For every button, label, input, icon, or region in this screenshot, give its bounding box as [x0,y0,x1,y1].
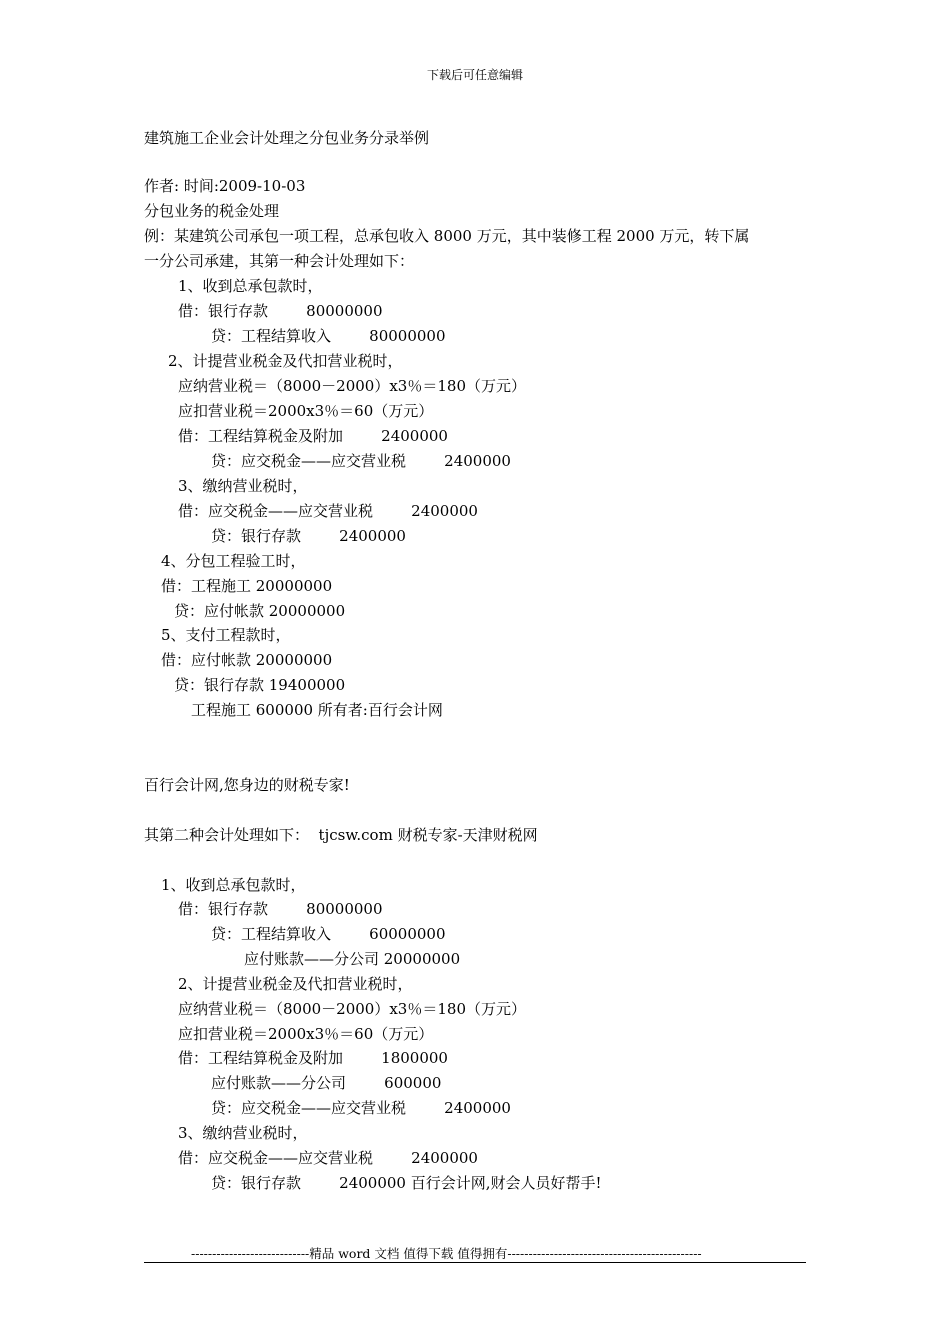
text-line: 1、收到总承包款时， [161,876,306,894]
text-line: 应纳营业税＝（8000－2000）x3％＝180（万元） [178,1000,526,1018]
text-line: 一分公司承建，其第一种会计处理如下： [144,252,415,270]
text-line: 4、分包工程验工时， [161,552,306,570]
text-line: 借：应交税金——应交营业税 2400000 [178,1149,478,1167]
text-line: 1、收到总承包款时， [178,277,323,295]
text-line: 借：工程施工 20000000 [161,577,333,595]
text-line: 贷：工程结算收入 80000000 [211,327,446,345]
text-line: 3、缴纳营业税时， [178,1124,308,1142]
text-line: 分包业务的税金处理 [144,202,280,220]
text-line: 贷：银行存款 2400000 百行会计网,财会人员好帮手! [211,1174,602,1192]
text-line: 贷：应交税金——应交营业税 2400000 [211,1099,511,1117]
text-line: 借：工程结算税金及附加 1800000 [178,1049,448,1067]
page-footer-text: ----------------------------精品 word 文档 值得下载 值得拥有---------------------------------------------- [191,1246,702,1261]
text-line: 工程施工 600000 所有者:百行会计网 [191,701,443,719]
page-header-note: 下载后可任意编辑 [426,68,523,82]
text-line: 应付账款——分公司 600000 [211,1074,442,1092]
text-line: 应扣营业税＝2000x3％＝60（万元） [178,402,434,420]
text-line: 贷：银行存款 19400000 [174,676,346,694]
text-line: 贷：银行存款 2400000 [211,527,406,545]
text-line: 例：某建筑公司承包一项工程，总承包收入 8000 万元，其中装修工程 2000 万元，转下属 [144,227,750,245]
text-line: 百行会计网,您身边的财税专家! [144,776,350,794]
text-line: 借：银行存款 80000000 [178,900,383,918]
text-line: 3、缴纳营业税时， [178,477,308,495]
text-line: 借：银行存款 80000000 [178,302,383,320]
text-line: 应纳营业税＝（8000－2000）x3％＝180（万元） [178,377,526,395]
text-line: 贷：应付帐款 20000000 [174,602,346,620]
text-line: 借：应付帐款 20000000 [161,651,333,669]
text-line: 应扣营业税＝2000x3％＝60（万元） [178,1025,434,1043]
text-line: 借：应交税金——应交营业税 2400000 [178,502,478,520]
text-line: 其第二种会计处理如下： tjcsw.com 财税专家-天津财税网 [144,826,538,844]
text-line: 贷：工程结算收入 60000000 [211,925,446,943]
text-line: 5、支付工程款时， [161,626,291,644]
text-line: 借：工程结算税金及附加 2400000 [178,427,448,445]
document-title: 建筑施工企业会计处理之分包业务分录举例 [144,129,430,147]
footer-divider [144,1262,806,1263]
text-line: 贷：应交税金——应交营业税 2400000 [211,452,511,470]
text-line: 作者: 时间:2009-10-03 [144,177,306,195]
text-line: 应付账款——分公司 20000000 [244,950,461,968]
text-line: 2、计提营业税金及代扣营业税时， [178,975,413,993]
text-line: 2、计提营业税金及代扣营业税时， [168,352,403,370]
